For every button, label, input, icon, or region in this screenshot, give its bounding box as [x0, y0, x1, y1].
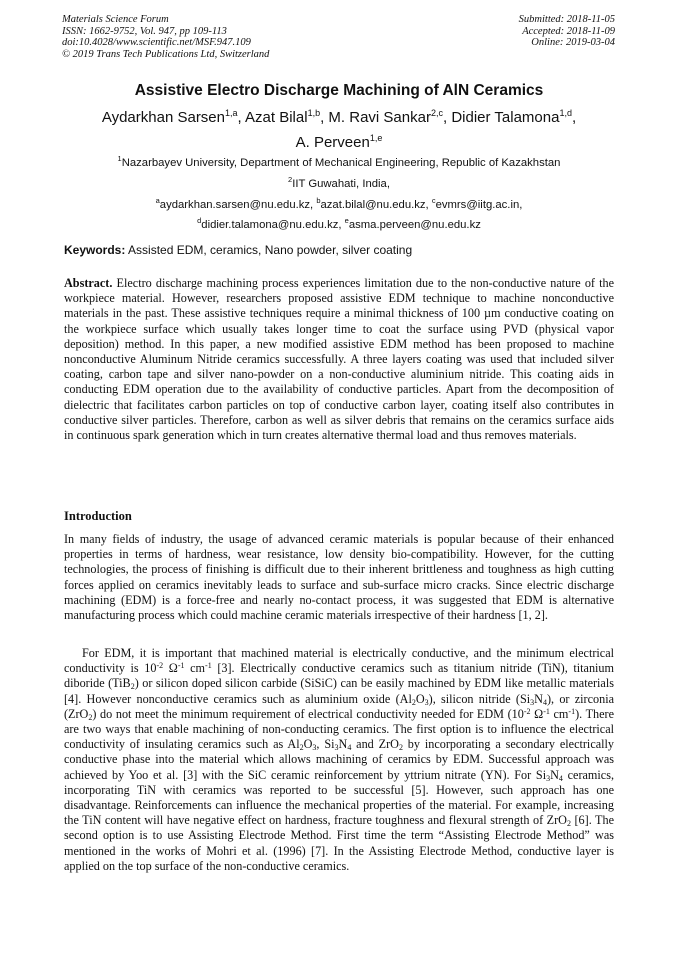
email-link[interactable]: azat.bilal@nu.edu.kz,	[320, 198, 429, 211]
keywords-text: Assisted EDM, ceramics, Nano powder, silver coating	[128, 243, 413, 257]
email-mark: b	[316, 196, 321, 205]
text-run: cm	[184, 661, 206, 676]
accepted-date: Accepted: 2018-11-09	[522, 25, 615, 37]
email-link[interactable]: asma.perveen@nu.edu.kz	[348, 218, 481, 231]
text-run: ) do not meet the minimum requirement of electrical conductivity needed for EDM (10	[92, 706, 524, 721]
text-run: ), silicon nitride (Si	[428, 691, 531, 706]
online-date: Online: 2019-03-04	[531, 37, 615, 48]
subscript: 2	[411, 697, 416, 707]
journal-header-right	[519, 14, 615, 49]
affiliation-mark: 2	[288, 175, 293, 184]
abstract-text: Electro discharge machining process experiences limitation due to the non-conductive nature of the workpiece material. However, researchers proposed assistive EDM technique to machine nonconductive materials in the past. These assistive techniques require a minimal thickness of 100 µm conductive coating on the workpiece surface which usually takes longer time to coat the surface using PVD (physical vapor deposition) method. In this paper, a new modified assistive EDM method has been proposed to machine nonconductive Aluminum Nitride ceramics successfully. A three layers coating was used that included silver coating, carbon tape and silver nano-powder on a non-conductive aluminium nitride. This coating aids in conducting EDM operation due to the availability of conductive particles. Apart from the decomposition of dielectric that facilitates carbon particles on top of conductive carbon layer, coating itself also contributes in conductive silver particles. Therefore, carbon as well as silver debris that remains on the ceramics surface aids in continuous spark generation which in turn creates alternative thermal load and thus removes materials.	[64, 276, 614, 443]
email-link[interactable]: evmrs@iitg.ac.in,	[435, 198, 523, 211]
email-link[interactable]: didier.talamona@nu.edu.kz,	[201, 218, 342, 231]
text-run: N	[338, 737, 348, 752]
email-mark: e	[344, 215, 349, 225]
superscript: -1	[205, 661, 212, 671]
text-run: O	[303, 737, 313, 752]
affiliation-2	[64, 172, 614, 192]
subscript: 4	[542, 697, 547, 707]
author-list: Aydarkhan Sarsen$^{1,a}$, Azat Bilal$^{1,b}$, M. Ravi Sankar$^{2,c}$, Didier Talamona$^{1,d}$, A. Perveen$^{1,e}$	[101, 108, 577, 151]
text-run: N	[534, 691, 543, 706]
text-run: cm	[549, 706, 569, 721]
abstract-label: Abstract.	[64, 276, 113, 290]
subscript: 2	[398, 743, 403, 753]
author-affiliation-mark: 1,a	[225, 108, 238, 118]
author-affiliation-mark: 2,c	[430, 108, 443, 118]
text-run: ceramics, incorporating TiN with ceramics was reported to be successful [5]. However, such approach has one disadvantage. Reinforcements can influence the mechanical properties of the material. For example, increasing the TiN content will have negative effect on hardness, fracture toughness and flexural strength of ZrO	[64, 767, 614, 828]
affiliation-text: IIT Guwahati, India,	[292, 177, 390, 190]
author-name: Azat Bilal	[245, 109, 308, 126]
superscript: -1	[568, 706, 576, 716]
text-run: For EDM, it is important that machined material is electrically conductive, and the minimum electrical conductivity is 10	[64, 646, 614, 676]
subscript: 3	[546, 773, 551, 783]
affiliation-mark: 1	[117, 154, 122, 163]
journal-issn: ISSN: 1662-9752, Vol. 947, pp 109-113	[62, 25, 227, 37]
text-run: Ω	[530, 706, 544, 721]
subscript: 2	[130, 682, 135, 692]
abstract-paragraph	[64, 276, 614, 443]
author-name: Aydarkhan Sarsen	[101, 109, 225, 126]
author-name: A. Perveen	[295, 134, 370, 151]
author-affiliation-mark: 1,d	[559, 108, 572, 118]
journal-header-left	[62, 14, 269, 60]
text-run: [3]. Electrically conductive ceramics such as titanium nitride (TiN), titanium diboride (TiB	[64, 661, 614, 691]
text-run: , Si	[316, 737, 335, 752]
text-run: [6]. The second option is to use Assisting Electrode Method. First time the term “Assisting Electrode Method” was mentioned in the works of Mohri et al. (1996) [7]. In the Assisting Electrode Method, conductive layer is applied on the top surface of the non-conductive ceramics.	[64, 813, 614, 873]
superscript: -1	[177, 661, 185, 671]
email-link[interactable]: aydarkhan.sarsen@nu.edu.kz,	[159, 198, 314, 211]
subscript: 2	[566, 819, 571, 829]
text-run: by incorporating a secondary electrically conductive phase into the material which allows machining of ceramics by EDM. Successful approach was achieved by Yoo et al. [3] with the SiC ceramic reinforcement by yttrium nitrate (YN). For Si	[64, 737, 615, 782]
affiliation-1	[64, 151, 614, 171]
email-list	[64, 193, 614, 233]
superscript: -1	[543, 706, 550, 716]
superscript: -2	[523, 706, 531, 716]
subscript: 3	[312, 743, 317, 753]
paper-title: Assistive Electro Discharge Machining of AlN Ceramics	[134, 82, 544, 99]
author-name: Didier Talamona	[451, 109, 560, 126]
subscript: 2	[299, 743, 304, 753]
text-run: ) or silicon doped silicon carbide (SiSiC) can be easily machined by EDM like metallic materials [4]. However nonconductive ceramics such as aluminium oxide (Al	[64, 676, 614, 706]
superscript: -2	[156, 661, 164, 671]
text-run: O	[415, 691, 425, 706]
affiliation-text: Nazarbayev University, Department of Mechanical Engineering, Republic of Kazakhstan	[121, 156, 561, 169]
author-name: M. Ravi Sankar	[328, 109, 431, 126]
subscript: 4	[558, 773, 563, 783]
intro-paragraph-2	[64, 646, 614, 874]
subscript: 3	[334, 743, 339, 753]
author-affiliation-mark: 1,e	[369, 133, 383, 143]
subscript: 3	[424, 697, 429, 707]
subscript: 3	[530, 697, 535, 707]
text-run: ), or zirconia (ZrO	[64, 691, 614, 721]
text-run: and ZrO	[351, 737, 399, 752]
email-mark: a	[155, 196, 160, 205]
keywords-line	[64, 243, 412, 257]
subscript: 4	[347, 743, 352, 753]
subscript: 2	[88, 712, 93, 722]
journal-copyright: © 2019 Trans Tech Publications Ltd, Switzerland	[62, 48, 270, 60]
email-mark: c	[431, 196, 436, 205]
section-heading-introduction: Introduction	[64, 509, 132, 523]
author-affiliation-mark: 1,b	[307, 108, 321, 118]
journal-doi[interactable]: doi:10.4028/www.scientific.net/MSF.947.109	[62, 37, 251, 48]
text-run: N	[550, 767, 559, 782]
keywords-label: Keywords:	[64, 243, 126, 257]
submitted-date: Submitted: 2018-11-05	[518, 14, 615, 25]
journal-name: Materials Science Forum	[62, 14, 169, 25]
intro-paragraph-1	[64, 532, 614, 623]
paragraph-text: In many fields of industry, the usage of advanced ceramic materials is popular because of their enhanced properties in terms of hardness, wear resistance, low density bio-compatibility. However, for the cutting technologies, the process of finishing is difficult due to their inherent brittleness and toughness as high cutting forces applied on ceramics inevitably leads to surface and sub-surface micro cracks. Since electric discharge machining (EDM) is a force-free and nearly no-contact process, it was suggested that EDM is alternative manufacturing process which could machine ceramic materials irrespective of their hardness [1, 2].	[64, 532, 614, 623]
text-run: ). There are two ways that enable machining of non-conducting ceramics. The first option is to influence the electrical conductivity of insulating ceramics such as Al	[64, 706, 614, 752]
email-mark: d	[197, 215, 202, 225]
text-run: Ω	[163, 661, 178, 676]
